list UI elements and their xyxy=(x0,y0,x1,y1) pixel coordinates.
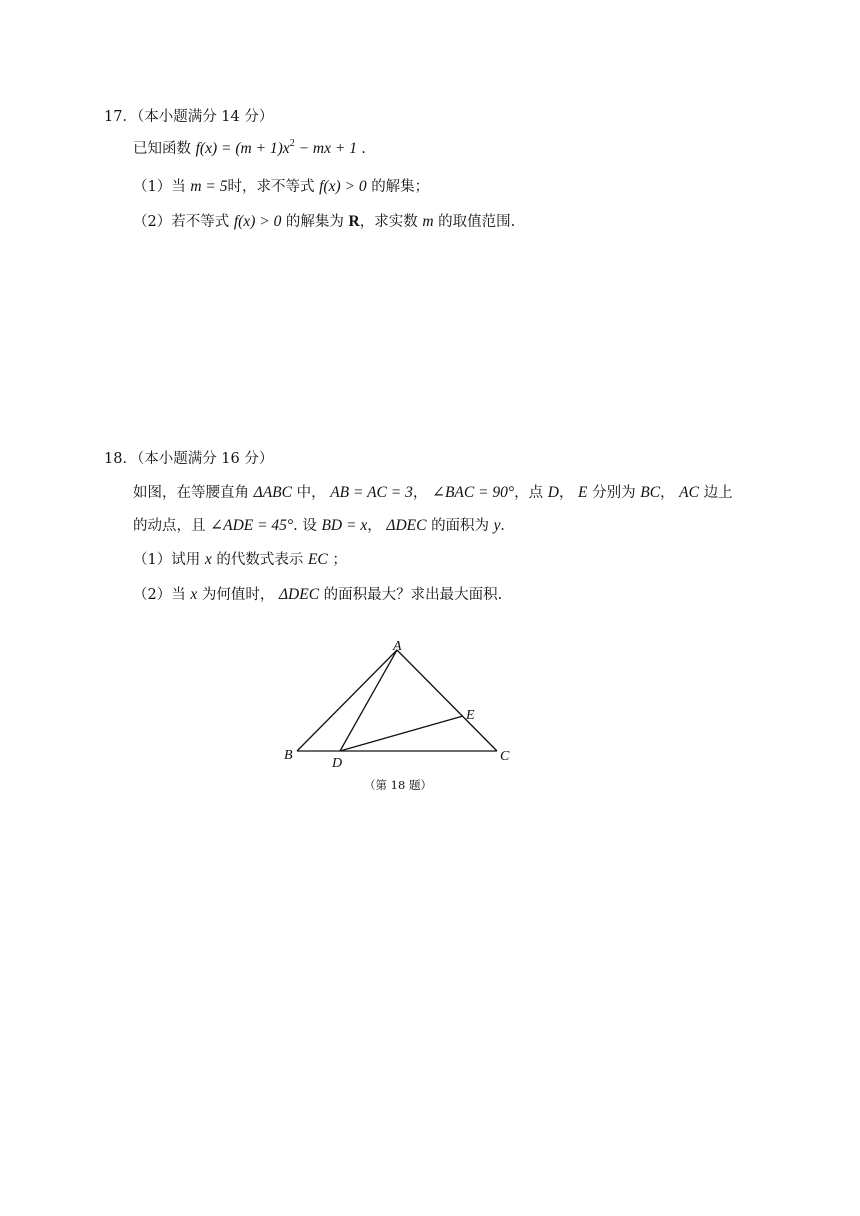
point-e: E xyxy=(578,484,588,501)
segment-de xyxy=(340,716,463,751)
part-text: 的解集为 xyxy=(285,214,344,230)
label-d: D xyxy=(332,756,343,771)
problem-17-part-1 xyxy=(133,177,429,197)
segment-ec: EC xyxy=(307,551,328,568)
problem-18-header xyxy=(104,449,273,469)
part-text: 的面积最大？求出最大面积. xyxy=(323,587,503,603)
bd-equation: BD = x xyxy=(321,517,368,534)
label-c: C xyxy=(500,749,510,764)
part-text: 的取值范围. xyxy=(438,214,516,230)
label-e: E xyxy=(466,708,475,723)
condition: m = 5 xyxy=(190,178,228,195)
stem-text: ， xyxy=(558,485,574,501)
segment-ad xyxy=(340,650,397,751)
segment-ac-line xyxy=(397,650,497,751)
stem-text: . 设 xyxy=(293,518,317,534)
function-tail: − mx + 1 xyxy=(294,140,357,157)
angle-ade: ∠ADE = 45° xyxy=(210,517,294,534)
variable-x: x xyxy=(190,586,198,603)
part-text: ； xyxy=(332,552,347,568)
problem-17-score: （本小题满分 14 分） xyxy=(136,109,274,125)
stem-text: ， xyxy=(367,518,382,534)
part-label: （2）若不等式 xyxy=(133,214,230,230)
part-text: 的解集； xyxy=(371,179,430,195)
figure-caption: （第 18 题） xyxy=(364,778,432,792)
point-d: D xyxy=(547,484,559,501)
function-name: f xyxy=(195,140,200,157)
variable-x: x xyxy=(204,551,212,568)
side-equation: AB = AC = 3 xyxy=(330,484,413,501)
part-text: 时，求不等式 xyxy=(227,179,315,195)
stem-text: 已知函数 xyxy=(133,141,191,157)
exponent: 2 xyxy=(289,138,295,149)
problem-18-score: （本小题满分 16 分） xyxy=(136,451,274,467)
part-text: 为何值时， xyxy=(201,587,275,603)
stem-text: 的面积为 xyxy=(431,518,490,534)
stem-text: 分别为 xyxy=(592,485,636,501)
inequality: f(x) > 0 xyxy=(233,213,282,230)
part-label: （1）试用 xyxy=(133,552,201,568)
triangle-dec: ΔDEC xyxy=(386,517,427,534)
stem-text: 的动点，且 xyxy=(133,518,206,534)
stem-text: 中， xyxy=(296,485,326,501)
stem-text: ，点 xyxy=(514,485,544,501)
problem-18-stem-line-2 xyxy=(133,516,504,536)
stem-text: ， xyxy=(412,485,428,501)
function-body: (x) = (m + 1)x xyxy=(199,140,290,157)
segment-ac: AC xyxy=(679,484,699,501)
segment-bc: BC xyxy=(640,484,661,501)
real-set-symbol: R xyxy=(348,213,360,230)
variable: m xyxy=(422,213,434,230)
triangle-dec: ΔDEC xyxy=(278,586,320,603)
part-label: （1）当 xyxy=(133,179,186,195)
stem-text: . xyxy=(500,517,505,534)
label-a: A xyxy=(393,639,402,654)
label-b: B xyxy=(284,748,293,763)
stem-text: ， xyxy=(660,485,675,501)
triangle-abc: ΔABC xyxy=(253,484,292,501)
problem-18-part-1 xyxy=(133,550,347,570)
inequality: f(x) > 0 xyxy=(319,178,367,195)
problem-17-header xyxy=(104,107,273,127)
angle-bac: ∠BAC = 90° xyxy=(431,484,515,501)
stem-text: 边上 xyxy=(703,485,733,501)
problem-17-number: 17． xyxy=(104,109,137,125)
part-text: 的代数式表示 xyxy=(216,552,304,568)
problem-17-part-2 xyxy=(133,212,515,232)
problem-18-part-2 xyxy=(133,585,502,605)
stem-text: 如图，在等腰直角 xyxy=(133,485,249,501)
variable-y: y xyxy=(493,517,501,534)
segment-ab xyxy=(297,650,397,751)
problem-18-stem-line-1 xyxy=(133,483,733,503)
part-label: （2）当 xyxy=(133,587,186,603)
problem-18-number: 18． xyxy=(104,451,137,467)
part-text: ，求实数 xyxy=(359,214,418,230)
stem-end: . xyxy=(361,140,366,157)
problem-17-stem xyxy=(133,139,365,159)
